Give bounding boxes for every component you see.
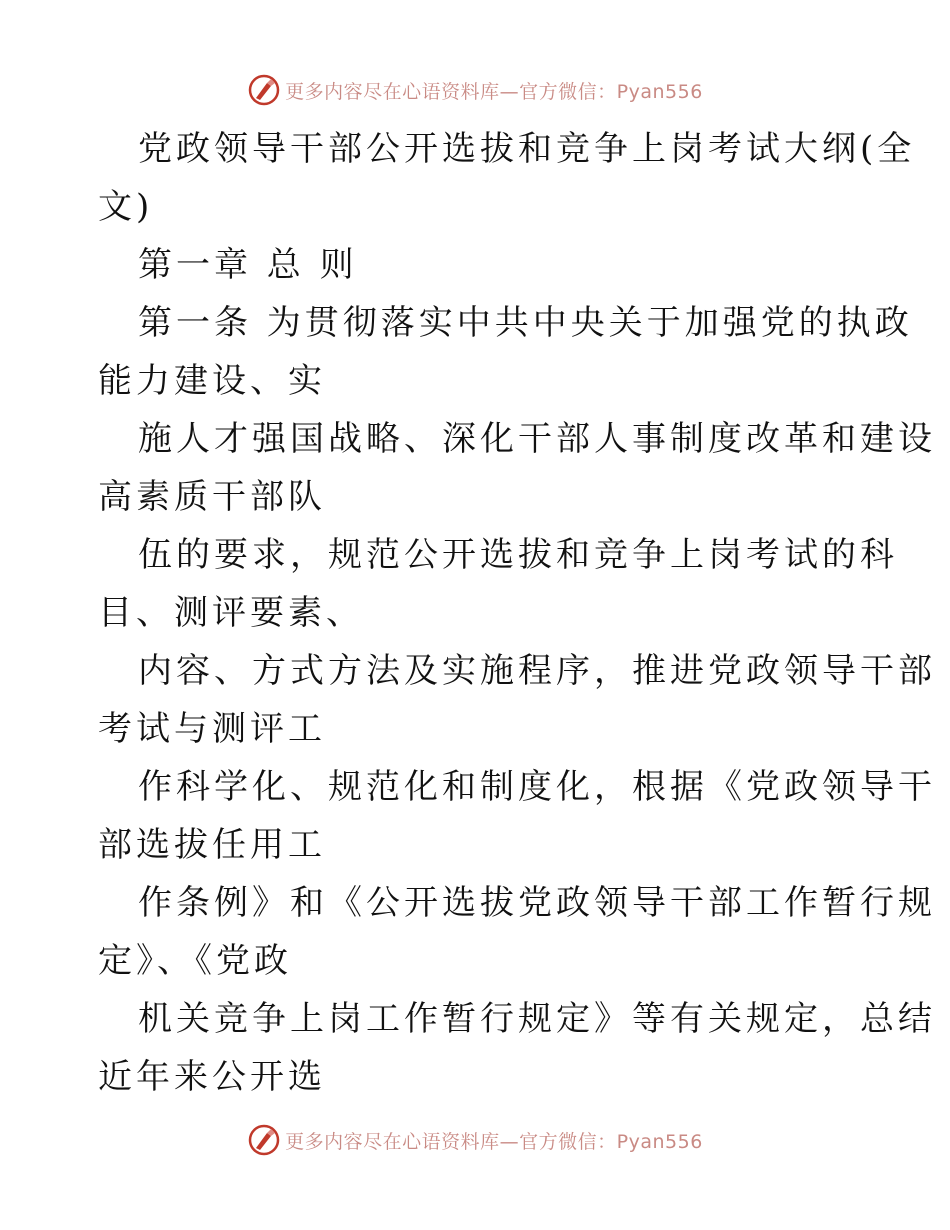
watermark-text: 更多内容尽在心语资料库—官方微信：Pyan556 — [285, 1130, 703, 1153]
paragraph-line: 能力建设、实 — [98, 361, 326, 401]
paragraph-line: 施人才强国战略、深化干部人事制度改革和建设 — [138, 419, 936, 459]
document-title: 党政领导干部公开选拔和竞争上岗考试大纲(全 — [138, 129, 916, 169]
paragraph-line: 高素质干部队 — [98, 477, 326, 517]
paragraph-line: 作条例》和《公开选拔党政领导干部工作暂行规 — [138, 883, 936, 923]
paragraph-line: 部选拔任用工 — [98, 825, 326, 865]
paragraph-line: 目、测评要素、 — [98, 593, 364, 633]
paragraph-line: 考试与测评工 — [98, 709, 326, 749]
paragraph-line: 第一条 为贯彻落实中共中央关于加强党的执政 — [138, 303, 913, 343]
watermark-text: 更多内容尽在心语资料库—官方微信：Pyan556 — [285, 80, 703, 103]
paragraph-line: 定》、《党政 — [98, 941, 292, 981]
watermark-banner-bottom — [0, 1120, 950, 1160]
paragraph-line: 作科学化、规范化和制度化，根据《党政领导干 — [138, 767, 936, 807]
watermark-banner-top — [0, 70, 950, 110]
paragraph-line: 伍的要求，规范公开选拔和竞争上岗考试的科 — [138, 535, 898, 575]
paragraph-line: 内容、方式方法及实施程序，推进党政领导干部 — [138, 651, 936, 691]
chapter-heading: 第一章 总 则 — [138, 245, 358, 285]
pen-logo-icon — [247, 73, 281, 107]
document-title-continuation: 文) — [98, 187, 154, 227]
paragraph-line: 近年来公开选 — [98, 1057, 326, 1097]
paragraph-line: 机关竞争上岗工作暂行规定》等有关规定，总结 — [138, 999, 936, 1039]
pen-logo-icon — [247, 1123, 281, 1157]
